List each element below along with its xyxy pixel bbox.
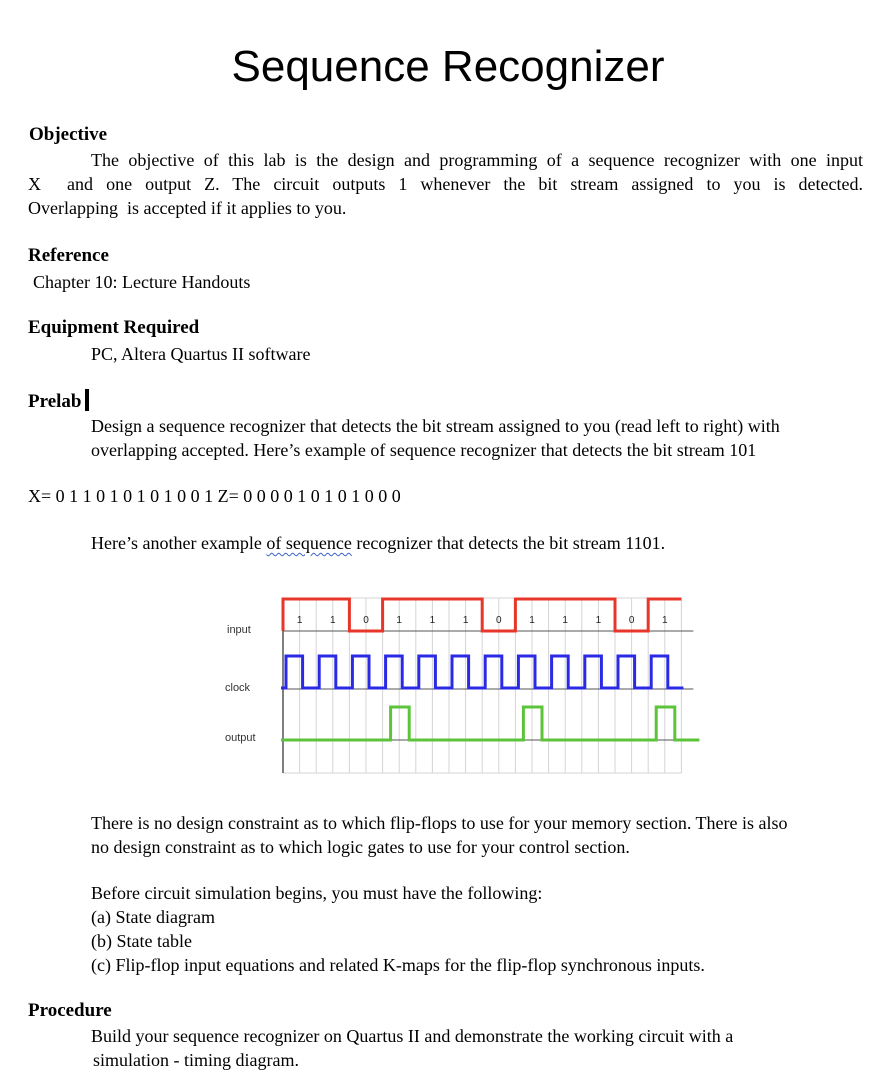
bit-label: 0 (496, 615, 502, 626)
procedure-line-2: simulation - timing diagram. (93, 1050, 299, 1070)
bit-label: 1 (330, 615, 336, 626)
spellcheck-squiggle[interactable]: of sequence (266, 533, 352, 553)
bit-label: 1 (429, 615, 436, 626)
reference-text: Chapter 10: Lecture Handouts (33, 272, 251, 292)
bit-label: 1 (296, 615, 303, 626)
bit-label: 1 (595, 615, 602, 626)
input-waveform (283, 599, 681, 631)
procedure-heading: Procedure (28, 1000, 112, 1021)
reference-heading: Reference (28, 245, 109, 266)
timing-diagram (215, 590, 725, 780)
output-label: output (225, 732, 256, 744)
constraint-line-2: no design constraint as to which logic gates to use for your control section. (91, 837, 630, 857)
sequence-example: X= 0 1 1 0 1 0 1 0 1 0 0 1 Z= 0 0 0 0 1 0 1 0 1 0 0 0 (28, 486, 401, 506)
requirement-item-c: (c) Flip-flop input equations and related K-maps for the flip-flop synchronous inputs. (91, 955, 705, 975)
output-waveform (281, 707, 699, 740)
requirement-item-a: (a) State diagram (91, 907, 215, 927)
bit-label: 1 (462, 615, 469, 626)
prelab-line-1: Design a sequence recognizer that detects the bit stream assigned to you (read left to right) with (91, 416, 780, 436)
constraint-line-1: There is no design constraint as to which flip-flops to use for your memory section. There is also (91, 813, 788, 833)
prelab-line-2: overlapping accepted. Here’s example of sequence recognizer that detects the bit stream 101 (91, 440, 757, 460)
equipment-text: PC, Altera Quartus II software (91, 344, 311, 364)
procedure-line-1: Build your sequence recognizer on Quartus II and demonstrate the working circuit with a (91, 1026, 734, 1046)
requirement-item-b: (b) State table (91, 931, 192, 951)
bit-label: 1 (562, 615, 568, 626)
objective-line-1: The objective of this lab is the design and programming of a sequence recognizer with one input (91, 150, 863, 170)
page-title: Sequence Recognizer (231, 42, 665, 91)
prelab-heading: Prelab (28, 389, 89, 414)
requirements-intro: Before circuit simulation begins, you must have the following: (91, 883, 543, 903)
input-label: input (227, 624, 251, 636)
bit-label: 0 (363, 615, 369, 626)
clock-label: clock (225, 682, 251, 694)
bit-label: 0 (628, 615, 635, 626)
objective-line-2: X and one output Z. The circuit outputs 1 whenever the bit stream assigned to you is detected. (28, 174, 863, 194)
objective-heading: Objective (29, 124, 108, 145)
objective-line-3: Overlapping is accepted if it applies to you. (28, 198, 347, 218)
bit-label: 1 (529, 615, 535, 626)
bit-label: 1 (662, 615, 668, 626)
bit-label: 1 (396, 615, 402, 626)
text-cursor (85, 389, 89, 411)
equipment-heading: Equipment Required (28, 317, 200, 338)
another-example-line: Here’s another example of sequence recognizer that detects the bit stream 1101. (91, 533, 666, 553)
